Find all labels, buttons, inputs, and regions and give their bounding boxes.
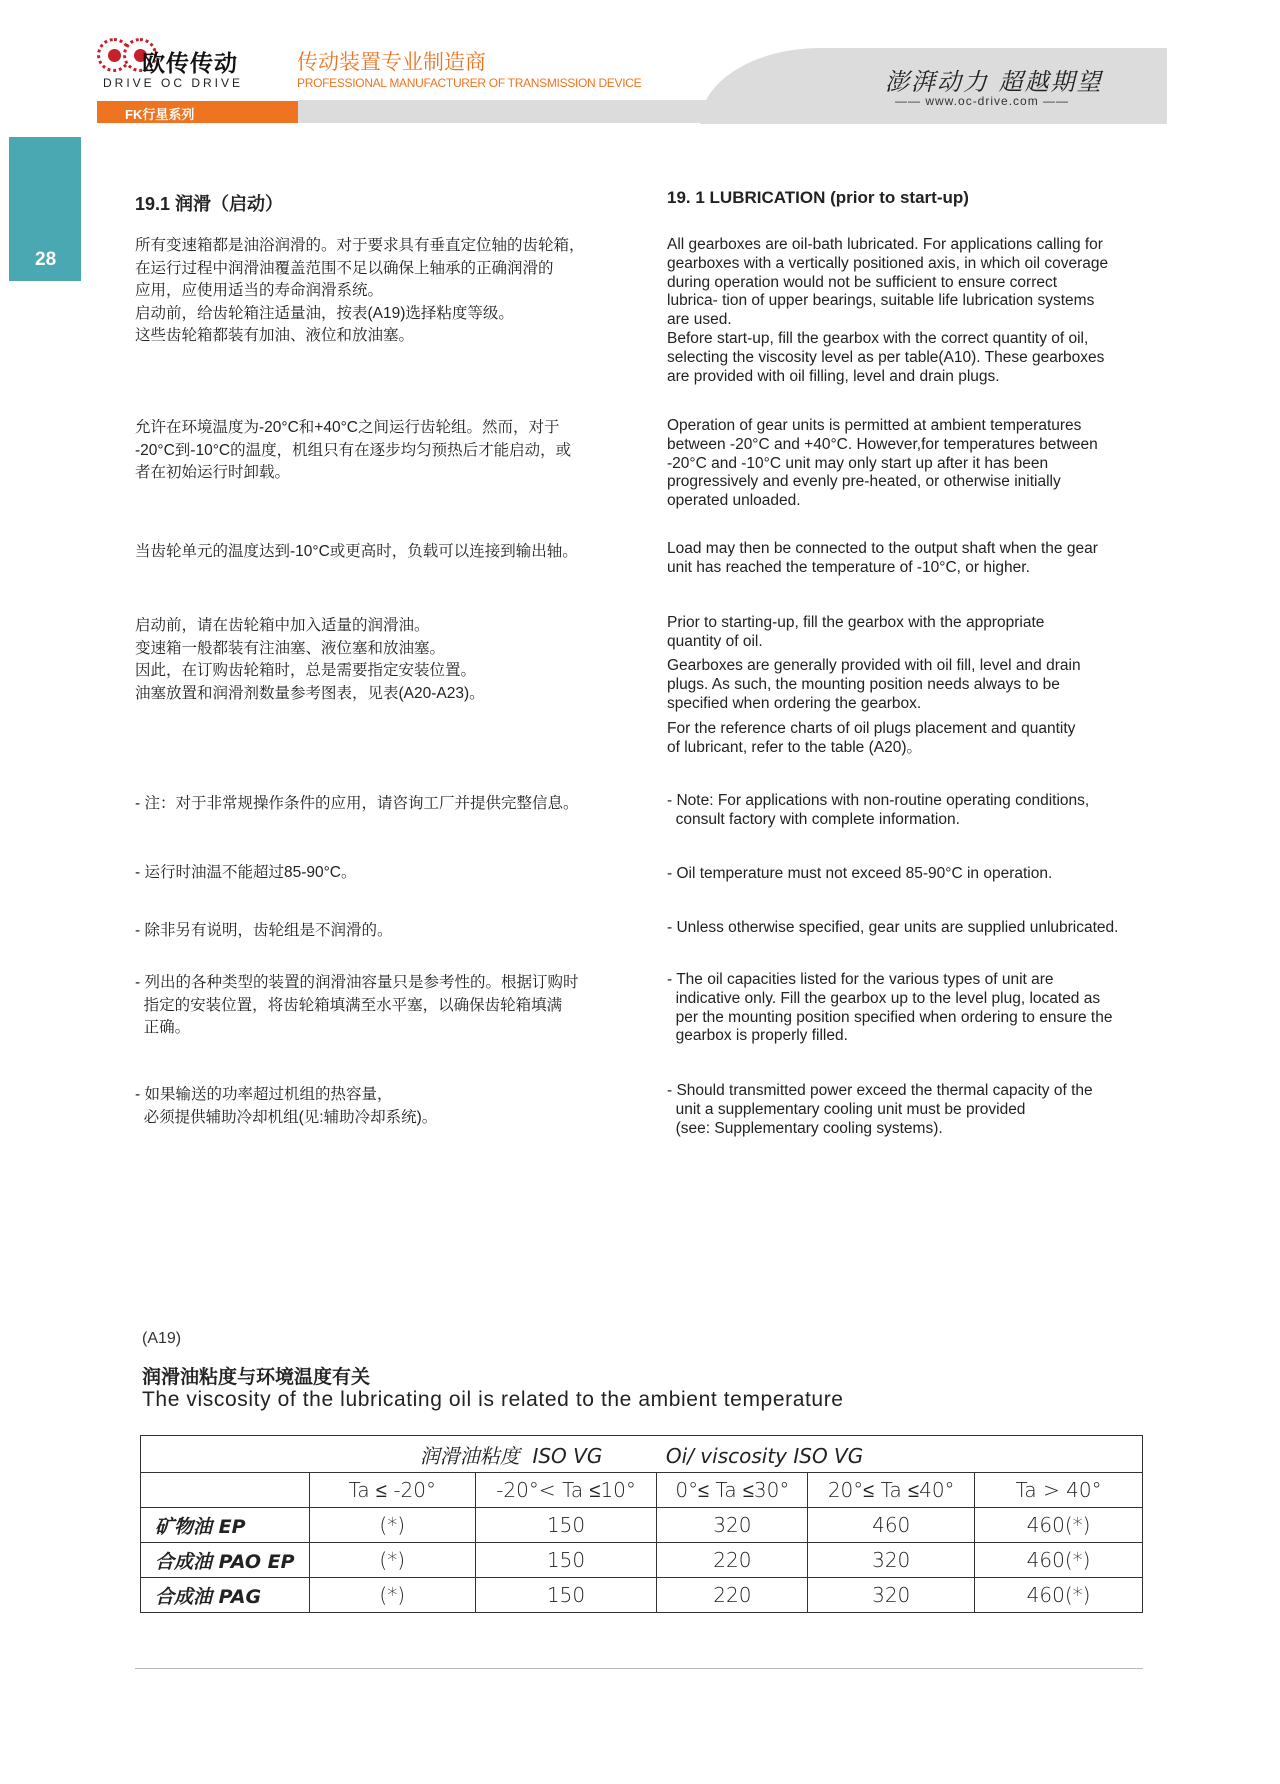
brand-name-en: DRIVE OC DRIVE xyxy=(103,76,244,90)
text-line: are provided with oil filling, level and drain plugs. xyxy=(667,367,1000,385)
text-line: - The oil capacities listed for the various types of unit are xyxy=(667,971,1054,988)
paragraph xyxy=(667,919,1167,938)
paragraph xyxy=(667,614,1167,652)
text-line: operated unloaded. xyxy=(667,492,801,510)
paragraph xyxy=(135,920,625,943)
paragraph xyxy=(667,720,1167,758)
column-header: 0°≤ Ta ≤30° xyxy=(657,1473,808,1508)
heading-en: 19. 1 LUBRICATION (prior to start-up) xyxy=(667,188,969,207)
table-cell: 150 xyxy=(475,1508,657,1543)
table-cell: 320 xyxy=(657,1508,808,1543)
column-header: Ta > 40° xyxy=(975,1473,1143,1508)
table-header-row xyxy=(141,1473,1143,1508)
table-cell: 460(*) xyxy=(975,1543,1143,1578)
tagline-cn: 传动装置专业制造商 xyxy=(297,51,486,74)
series-label: FK行星系列 xyxy=(97,101,298,123)
paragraph xyxy=(667,236,1167,386)
text-line: 这些齿轮箱都装有加油、液位和放油塞。 xyxy=(135,327,415,344)
text-line: selecting the viscosity level as per table(A10). These gearboxes xyxy=(667,348,1105,366)
text-line: per the mounting position specified when ordering to ensure the xyxy=(667,1008,1113,1026)
paragraph xyxy=(135,972,625,1040)
paragraph xyxy=(135,235,625,348)
text-line: consult factory with complete information. xyxy=(667,810,960,828)
text-line: gearboxes with a vertically positioned axis, in which oil coverage xyxy=(667,254,1109,272)
text-line: Operation of gear units is permitted at ambient temperatures xyxy=(667,417,1082,434)
text-line: 变速箱一般都装有注油塞、液位塞和放油塞。 xyxy=(135,639,446,657)
table-cell: (*) xyxy=(309,1543,475,1578)
table-cell: (*) xyxy=(309,1508,475,1543)
paragraph xyxy=(667,417,1167,511)
table-cell: 220 xyxy=(657,1543,808,1578)
table-title-en: The viscosity of the lubricating oil is related to the ambient temperature xyxy=(142,1388,844,1411)
page-number: 28 xyxy=(9,137,81,281)
table-row xyxy=(141,1578,1143,1613)
column-header: 20°≤ Ta ≤40° xyxy=(808,1473,975,1508)
text-line: during operation would not be sufficient to ensure correct xyxy=(667,273,1058,291)
row-header: 合成油 PAO EP xyxy=(141,1543,310,1578)
text-line: 允许在环境温度为-20°C和+40°C之间运行齿轮组。然而，对于 xyxy=(135,419,560,436)
text-line: indicative only. Fill the gearbox up to the level plug, located as xyxy=(667,989,1101,1007)
table-cell: 460(*) xyxy=(975,1508,1143,1543)
text-line: unit has reached the temperature of -10°C, or higher. xyxy=(667,558,1030,576)
table-title-cn: 润滑油粘度与环境温度有关 xyxy=(142,1367,371,1388)
paragraph xyxy=(135,417,625,485)
text-line: of lubricant, refer to the table (A20)。 xyxy=(667,738,923,756)
paragraph xyxy=(667,1082,1167,1138)
text-line: - 如果输送的功率超过机组的热容量， xyxy=(135,1086,393,1103)
footer-divider xyxy=(135,1668,1143,1669)
text-line: For the reference charts of oil plugs placement and quantity xyxy=(667,720,1076,737)
text-line: - 运行时油温不能超过85-90°C。 xyxy=(135,864,357,881)
table-cell: 320 xyxy=(808,1543,975,1578)
paragraph xyxy=(135,862,625,885)
text-line: - 列出的各种类型的装置的润滑油容量只是参考性的。根据订购时 xyxy=(135,974,579,991)
table-cell: 150 xyxy=(475,1543,657,1578)
text-line: are used. xyxy=(667,311,732,329)
table-cell: 460(*) xyxy=(975,1578,1143,1613)
website-url: —— www.oc-drive.com —— xyxy=(895,94,1070,108)
paragraph xyxy=(667,792,1167,830)
text-line: Prior to starting-up, fill the gearbox with the appropriate xyxy=(667,614,1045,631)
text-line: 者在初始运行时卸载。 xyxy=(135,464,291,481)
paragraph xyxy=(667,540,1167,578)
slogan: 澎湃动力 超越期望 xyxy=(885,68,1103,96)
column-header: Ta ≤ -20° xyxy=(309,1473,475,1508)
text-line: gearbox is properly filled. xyxy=(667,1027,848,1045)
text-line: Before start-up, fill the gearbox with the correct quantity of oil, xyxy=(667,329,1089,347)
text-line: plugs. As such, the mounting position needs always to be xyxy=(667,675,1060,693)
table-cell: 150 xyxy=(475,1578,657,1613)
table-cell: 320 xyxy=(808,1578,975,1613)
column-header: -20°< Ta ≤10° xyxy=(475,1473,657,1508)
text-line: All gearboxes are oil-bath lubricated. For applications calling for xyxy=(667,236,1103,253)
table-caption: 润滑油粘度 ISO VG Oi/ viscosity ISO VG xyxy=(141,1436,1143,1473)
text-line: 当齿轮单元的温度达到-10°C或更高时，负载可以连接到输出轴。 xyxy=(135,543,578,560)
viscosity-table xyxy=(140,1435,1143,1613)
text-line: - Oil temperature must not exceed 85-90°C in operation. xyxy=(667,865,1053,882)
heading-cn: 19.1 润滑（启动） xyxy=(135,194,284,214)
text-line: 启动前，给齿轮箱注适量油，按表(A19)选择粘度等级。 xyxy=(135,304,514,322)
table-cell: 460 xyxy=(808,1508,975,1543)
text-line: - Should transmitted power exceed the thermal capacity of the xyxy=(667,1082,1093,1099)
text-line: specified when ordering the gearbox. xyxy=(667,694,922,712)
text-line: -20°C and -10°C unit may only start up after it has been xyxy=(667,454,1049,472)
paragraph xyxy=(667,865,1167,884)
paragraph xyxy=(135,793,625,816)
text-line: 应用，应使用适当的寿命润滑系统。 xyxy=(135,282,384,299)
paragraph xyxy=(135,541,625,564)
table-cell: (*) xyxy=(309,1578,475,1613)
text-line: 因此，在订购齿轮箱时，总是需要指定安装位置。 xyxy=(135,662,477,679)
text-line: 指定的安装位置，将齿轮箱填满至水平塞，以确保齿轮箱填满 xyxy=(135,996,563,1014)
text-line: - 除非另有说明，齿轮组是不润滑的。 xyxy=(135,922,393,939)
table-row xyxy=(141,1508,1143,1543)
text-line: 油塞放置和润滑剂数量参考图表，见表(A20-A23)。 xyxy=(135,684,485,702)
text-line: between -20°C and +40°C. However,for temperatures between xyxy=(667,435,1098,453)
text-line: 所有变速箱都是油浴润滑的。对于要求具有垂直定位轴的齿轮箱， xyxy=(135,237,585,254)
text-line: 启动前，请在齿轮箱中加入适量的润滑油。 xyxy=(135,617,430,634)
text-line: 必须提供辅助冷却机组(见:辅助冷却系统)。 xyxy=(135,1108,438,1126)
paragraph xyxy=(135,615,625,705)
text-line: 在运行过程中润滑油覆盖范围不足以确保上轴承的正确润滑的 xyxy=(135,259,554,277)
text-line: -20°C到-10°C的温度，机组只有在逐步均匀预热后才能启动，或 xyxy=(135,441,572,459)
tagline-en: PROFESSIONAL MANUFACTURER OF TRANSMISSION DEVICE xyxy=(297,76,642,90)
column-header xyxy=(141,1473,310,1508)
text-line: lubrica- tion of upper bearings, suitable life lubrication systems xyxy=(667,292,1095,310)
table-cell: 220 xyxy=(657,1578,808,1613)
text-line: quantity of oil. xyxy=(667,632,763,650)
table-label: (A19) xyxy=(142,1330,182,1347)
text-line: - Unless otherwise specified, gear units are supplied unlubricated. xyxy=(667,919,1119,936)
text-line: Gearboxes are generally provided with oil fill, level and drain xyxy=(667,657,1081,674)
text-line: 正确。 xyxy=(135,1019,191,1036)
row-header: 合成油 PAG xyxy=(141,1578,310,1613)
paragraph xyxy=(135,1084,625,1129)
table-row xyxy=(141,1543,1143,1578)
text-line: - 注：对于非常规操作条件的应用，请咨询工厂并提供完整信息。 xyxy=(135,795,579,812)
text-line: (see: Supplementary cooling systems). xyxy=(667,1119,943,1137)
paragraph xyxy=(667,657,1167,713)
text-line: Load may then be connected to the output shaft when the gear xyxy=(667,540,1098,557)
paragraph xyxy=(667,971,1167,1046)
url-text: www.oc-drive.com xyxy=(925,94,1039,108)
text-line: - Note: For applications with non-routine operating conditions, xyxy=(667,792,1090,809)
brand-name-cn: 欧传传动 xyxy=(142,50,238,76)
text-line: progressively and evenly pre-heated, or otherwise initially xyxy=(667,473,1061,491)
row-header: 矿物油 EP xyxy=(141,1508,310,1543)
text-line: unit a supplementary cooling unit must be provided xyxy=(667,1100,1026,1118)
